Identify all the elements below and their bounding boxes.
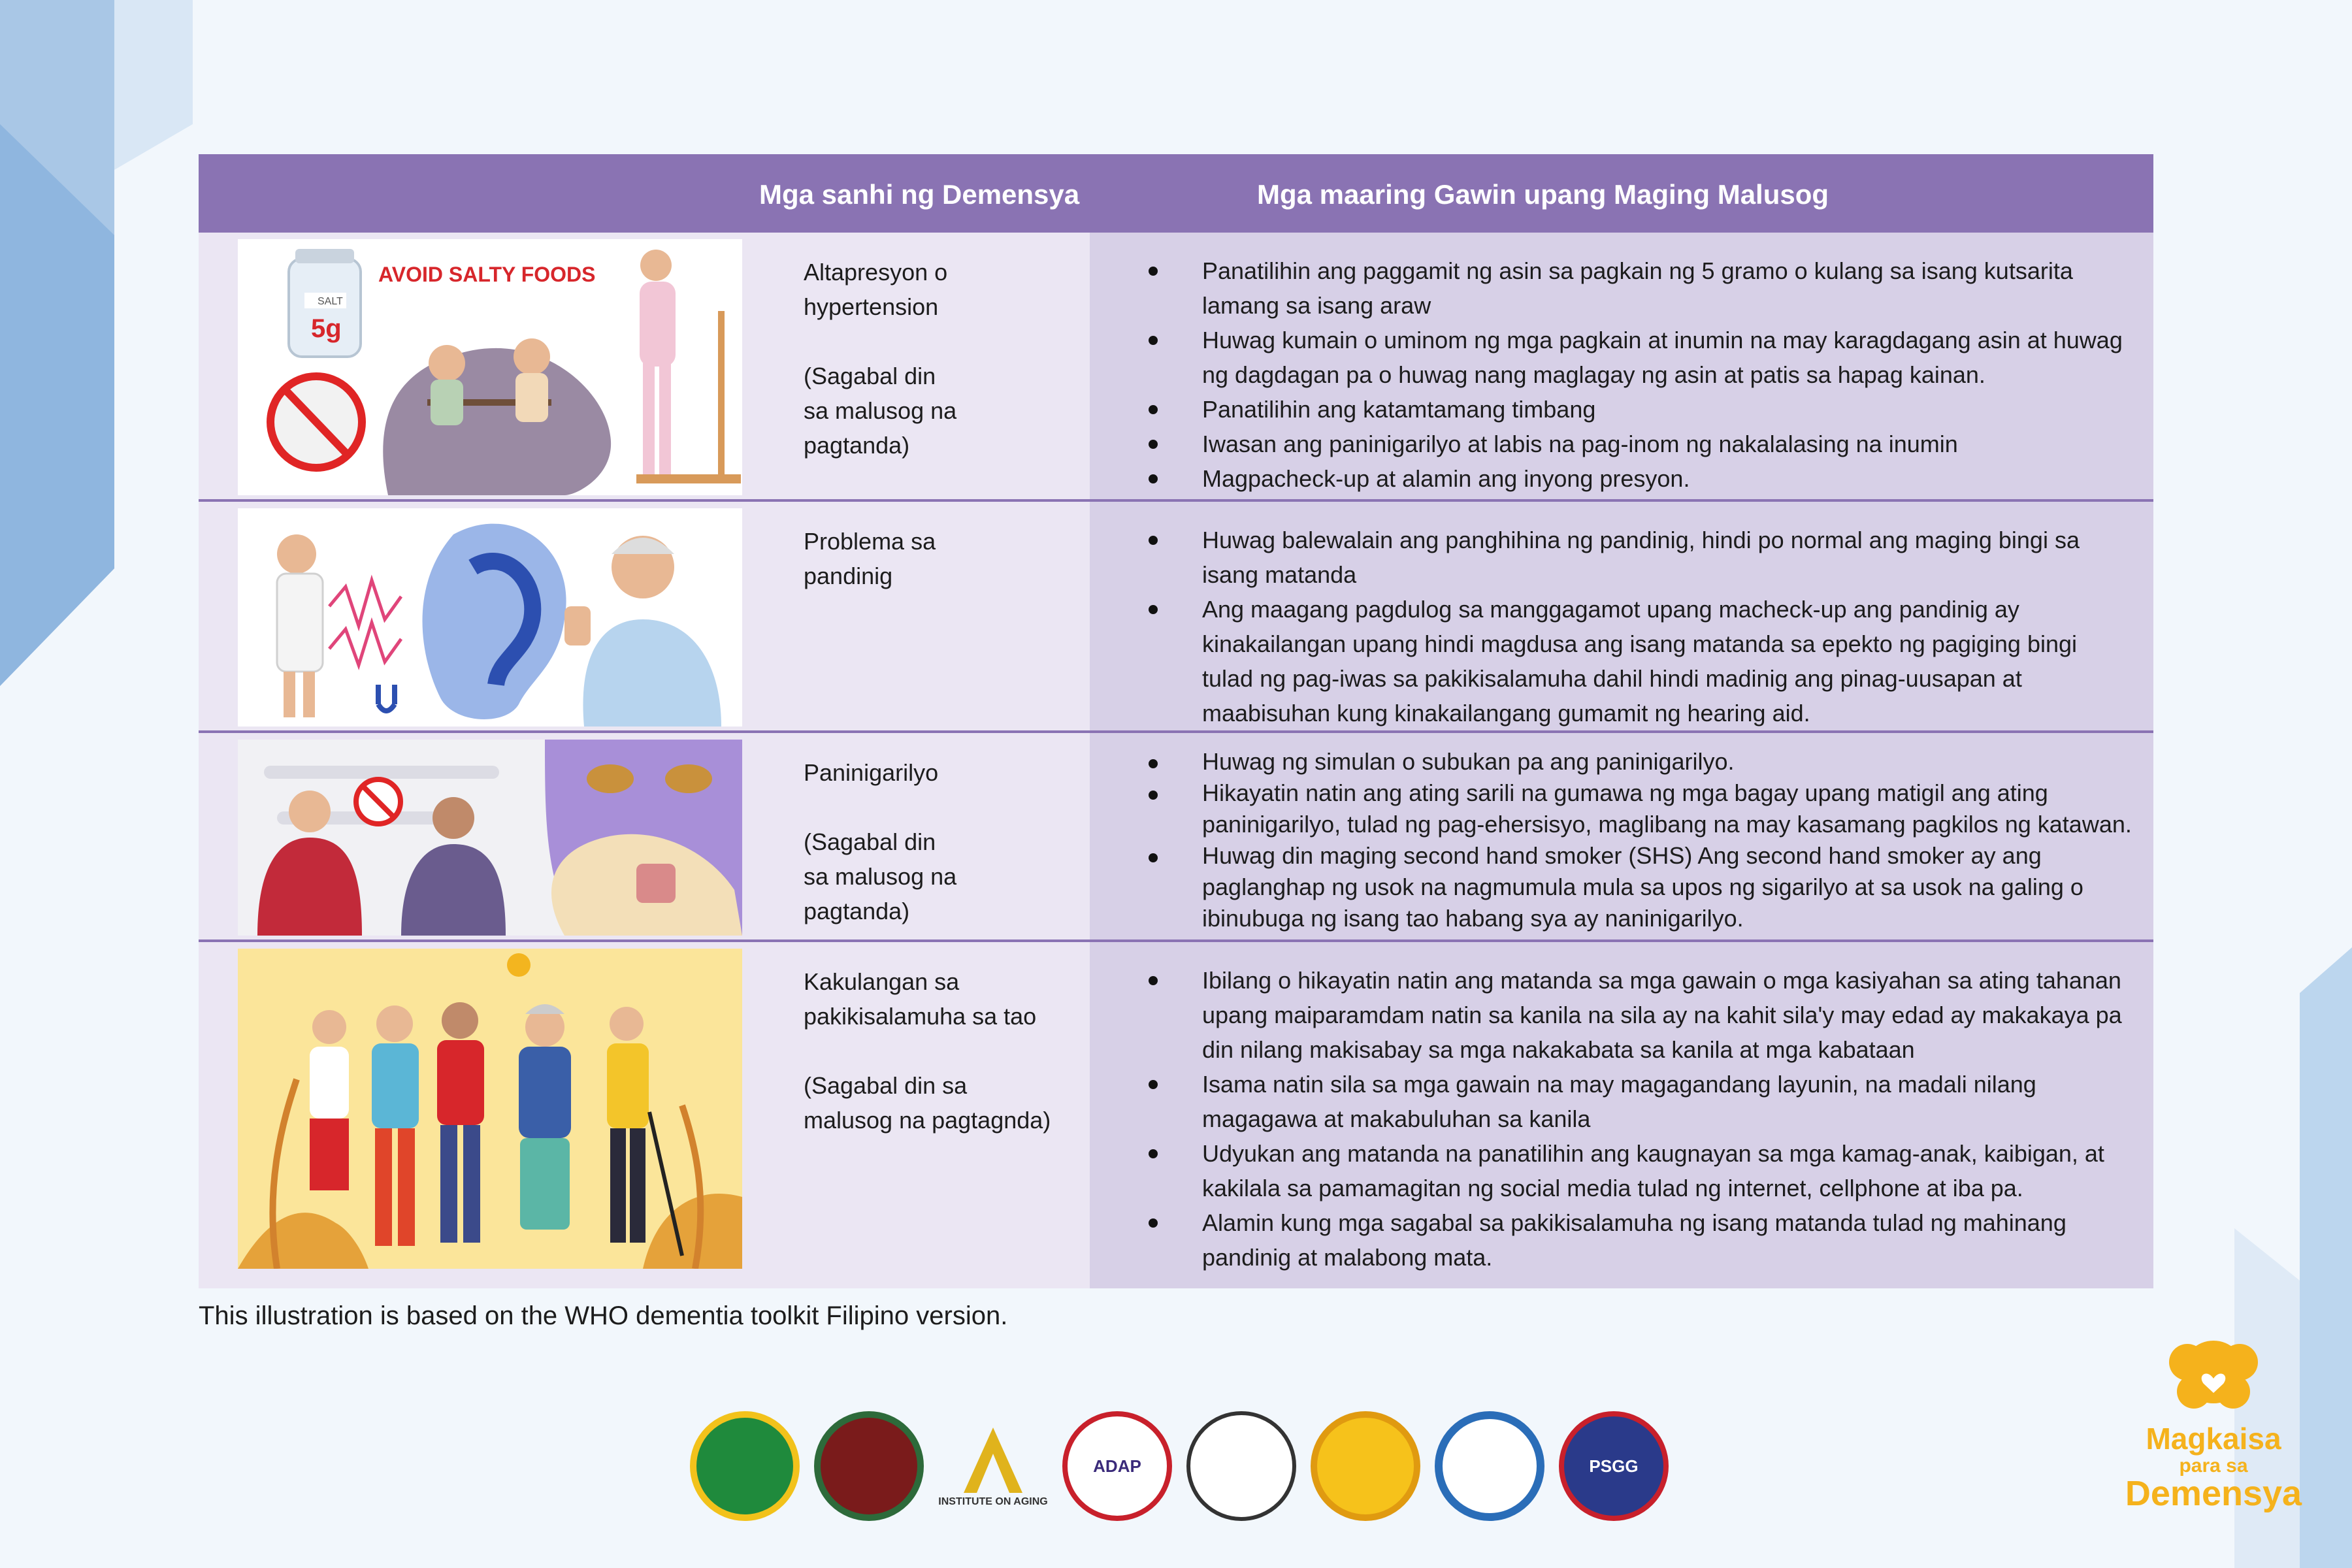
doh-seal-icon [690,1411,800,1521]
brand-line-3: Demensya [2125,1474,2302,1513]
psgg-logo [1559,1411,1669,1521]
list-item: Huwag din maging second hand smoker (SHS) Ang second hand smoker ay ang paglanghap ng usok na nagmumula mula sa upos ng sigarilyo at sa usok na galing o ibinubuga ng isang tao habang sya ay naninigarilyo. [1130,840,2134,934]
avoid-salty-foods-label: AVOID SALTY FOODS [378,263,596,286]
header-actions: Mga maaring Gawin upang Maging Malusog [1257,179,1829,210]
header-causes: Mga sanhi ng Demensya [759,179,1080,210]
list-item: Huwag balewalain ang panghihina ng pandinig, hindi po normal ang maging bingi sa isang matanda [1130,523,2134,592]
list-item: Isama natin sila sa mga gawain na may magagandang layunin, na madali nilang magagawa at makabuluhan sa kanila [1130,1067,2134,1136]
list-item: Ibilang o hikayatin natin ang matanda sa mga gawain o mga kasiyahan sa ating tahanan upang maiparamdam natin sa kanila na sila ay na kahit sila'y may edad ay makakaya pa din nilang makisabay sa mga nakakabata sa kanila at mga kabataan [1130,963,2134,1067]
cause-hearing: Problema sa pandinig [804,528,936,589]
table-row [199,942,2153,1288]
actions-cell [1090,502,2153,730]
list-item: Hikayatin natin ang ating sarili na gumawa ng mga bagay upang matigil ang ating paninigarilyo, tulad ng pag-ehersisyo, maglibang na may kasamang pagkilos ng katawan. [1130,777,2134,840]
partner-logos [690,1411,1669,1521]
list-item: Huwag ng simulan o subukan pa ang paninigarilyo. [1130,746,2134,777]
illustration-socializing [238,949,742,1269]
up-seal-icon [814,1411,924,1521]
cause-cell [199,942,1090,1288]
adap-logo [1062,1411,1172,1521]
footnote: This illustration is based on the WHO dementia toolkit Filipino version. [199,1301,1008,1330]
institute-on-aging-logo [938,1411,1048,1521]
illustration-salt [238,239,742,495]
table-row [199,233,2153,502]
pcgm-seal-icon [1435,1411,1544,1521]
adap-label: ADAP [1093,1456,1141,1476]
sunflower-seal-icon [1311,1411,1420,1521]
brand-logo [2115,1333,2311,1511]
institute-on-aging-label: INSTITUTE ON AGING [938,1496,1048,1507]
list-item: Udyukan ang matanda na panatilihin ang kaugnayan sa mga kamag-anak, kaibigan, at kakilala sa pamamagitan ng social media tulad ng internet, cellphone at iba pa. [1130,1136,2134,1205]
psgg-label: PSGG [1589,1456,1639,1476]
list-item: Huwag kumain o uminom ng mga pagkain at inumin na may karagdagang asin at huwag ng dagdagan pa o huwag nang maglagay ng asin at patis sa hapag kainan. [1130,323,2134,392]
jar-amount: 5g [311,314,342,343]
action-list [1130,523,2134,730]
brand-line-2: para sa [2179,1455,2248,1477]
list-item: Iwasan ang paninigarilyo at labis na pag-inom ng nakalalasing na inumin [1130,427,2134,461]
brand-line-1: Magkaisa [2146,1422,2281,1456]
list-item: Panatilihin ang katamtamang timbang [1130,392,2134,427]
jar-label: SALT [318,296,343,307]
table-row [199,502,2153,733]
cause-cell [199,233,1090,499]
brain-heart-icon [2161,1333,2266,1418]
list-item: Alamin kung mga sagabal sa pakikisalamuha ng isang matanda tulad ng mahinang pandinig at malabong mata. [1130,1205,2134,1275]
dementia-table [199,154,2153,1288]
cause-cell [199,502,1090,730]
illustration-smoking [238,740,742,936]
list-item: Magpacheck-up at alamin ang inyong presyon. [1130,461,2134,496]
action-list [1130,746,2134,934]
table-row [199,733,2153,942]
table-header [199,154,2153,233]
cause-smoking: Paninigarilyo (Sagabal din sa malusog na pagtanda) [804,759,957,924]
cause-cell [199,733,1090,939]
cause-social-isolation: Kakulangan sa pakikisalamuha sa tao (Sagabal din sa malusog na pagtagnda) [804,968,1051,1134]
dementia-society-logo [1186,1411,1296,1521]
actions-cell [1090,733,2153,939]
list-item: Panatilihin ang paggamit ng asin sa pagkain ng 5 gramo o kulang sa isang kutsarita lamang sa isang araw [1130,253,2134,323]
action-list [1130,253,2134,496]
action-list [1130,963,2134,1275]
illustration-hearing [238,508,742,727]
actions-cell [1090,942,2153,1288]
list-item: Ang maagang pagdulog sa manggagamot upang macheck-up ang pandinig ay kinakailangan upang hindi magdusa ang isang matanda sa epekto ng pagiging bingi tulad ng pag-iwas sa pakikisalamuha dahil hindi madinig ang pinag-uusapan at maabisuhan kung kinakailangang gumamit ng hearing aid. [1130,592,2134,730]
actions-cell [1090,233,2153,499]
cause-hypertension: Altapresyon o hypertension (Sagabal din sa malusog na pagtanda) [804,259,957,459]
